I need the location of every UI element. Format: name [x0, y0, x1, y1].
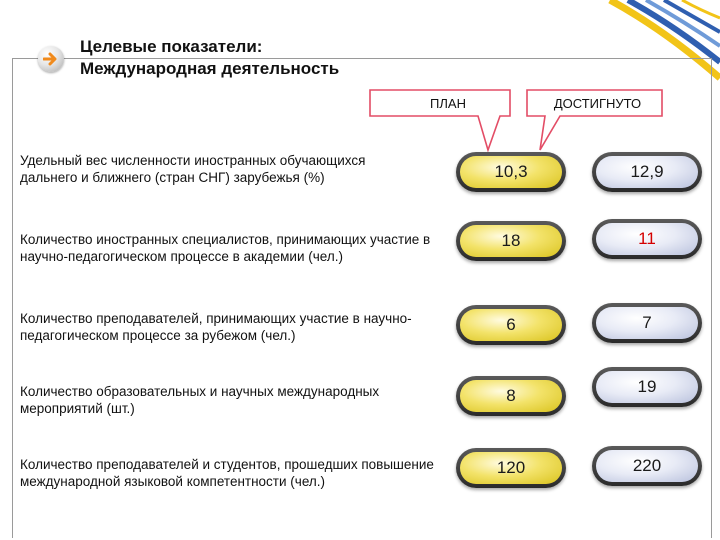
plan-column-label: ПЛАН — [430, 96, 466, 111]
indicator-label: Количество преподавателей, принимающих участие в научно-педагогическом процессе за рубежом (чел.) — [20, 311, 412, 343]
achieved-value-highlighted: 11 — [596, 223, 698, 255]
achieved-value: 220 — [596, 450, 698, 482]
plan-value-pill — [456, 221, 566, 261]
plan-value-pill — [456, 376, 566, 416]
page-title-line1: Целевые показатели: — [80, 37, 263, 56]
indicator-label: Количество преподавателей и студентов, прошедших повышение международной языковой компетентности (чел.) — [20, 457, 434, 489]
plan-value: 18 — [460, 225, 562, 257]
indicator-label: Удельный вес численности иностранных обучающихся дальнего и ближнего (стран СНГ) зарубежья (%) — [20, 153, 366, 185]
achieved-value-pill — [592, 446, 702, 486]
page-title-line2: Международная деятельность — [80, 59, 340, 78]
plan-value: 10,3 — [460, 156, 562, 188]
plan-value-pill — [456, 152, 566, 192]
plan-value: 6 — [460, 309, 562, 341]
achieved-value-pill — [592, 303, 702, 343]
indicator-label: Количество иностранных специалистов, принимающих участие в научно-педагогическом процессе в академии (чел.) — [20, 232, 431, 264]
plan-value: 120 — [460, 452, 562, 484]
achieved-column-label: ДОСТИГНУТО — [553, 96, 642, 111]
achieved-value-pill — [592, 367, 702, 407]
achieved-value: 12,9 — [596, 156, 698, 188]
plan-value-pill — [456, 448, 566, 488]
achieved-value: 7 — [596, 307, 698, 339]
achieved-value-pill — [592, 152, 702, 192]
achieved-value: 19 — [596, 371, 698, 403]
plan-value: 8 — [460, 380, 562, 412]
indicator-label: Количество образовательных и научных международных мероприятий (шт.) — [20, 384, 380, 416]
plan-value-pill — [456, 305, 566, 345]
achieved-value-pill — [592, 219, 702, 259]
